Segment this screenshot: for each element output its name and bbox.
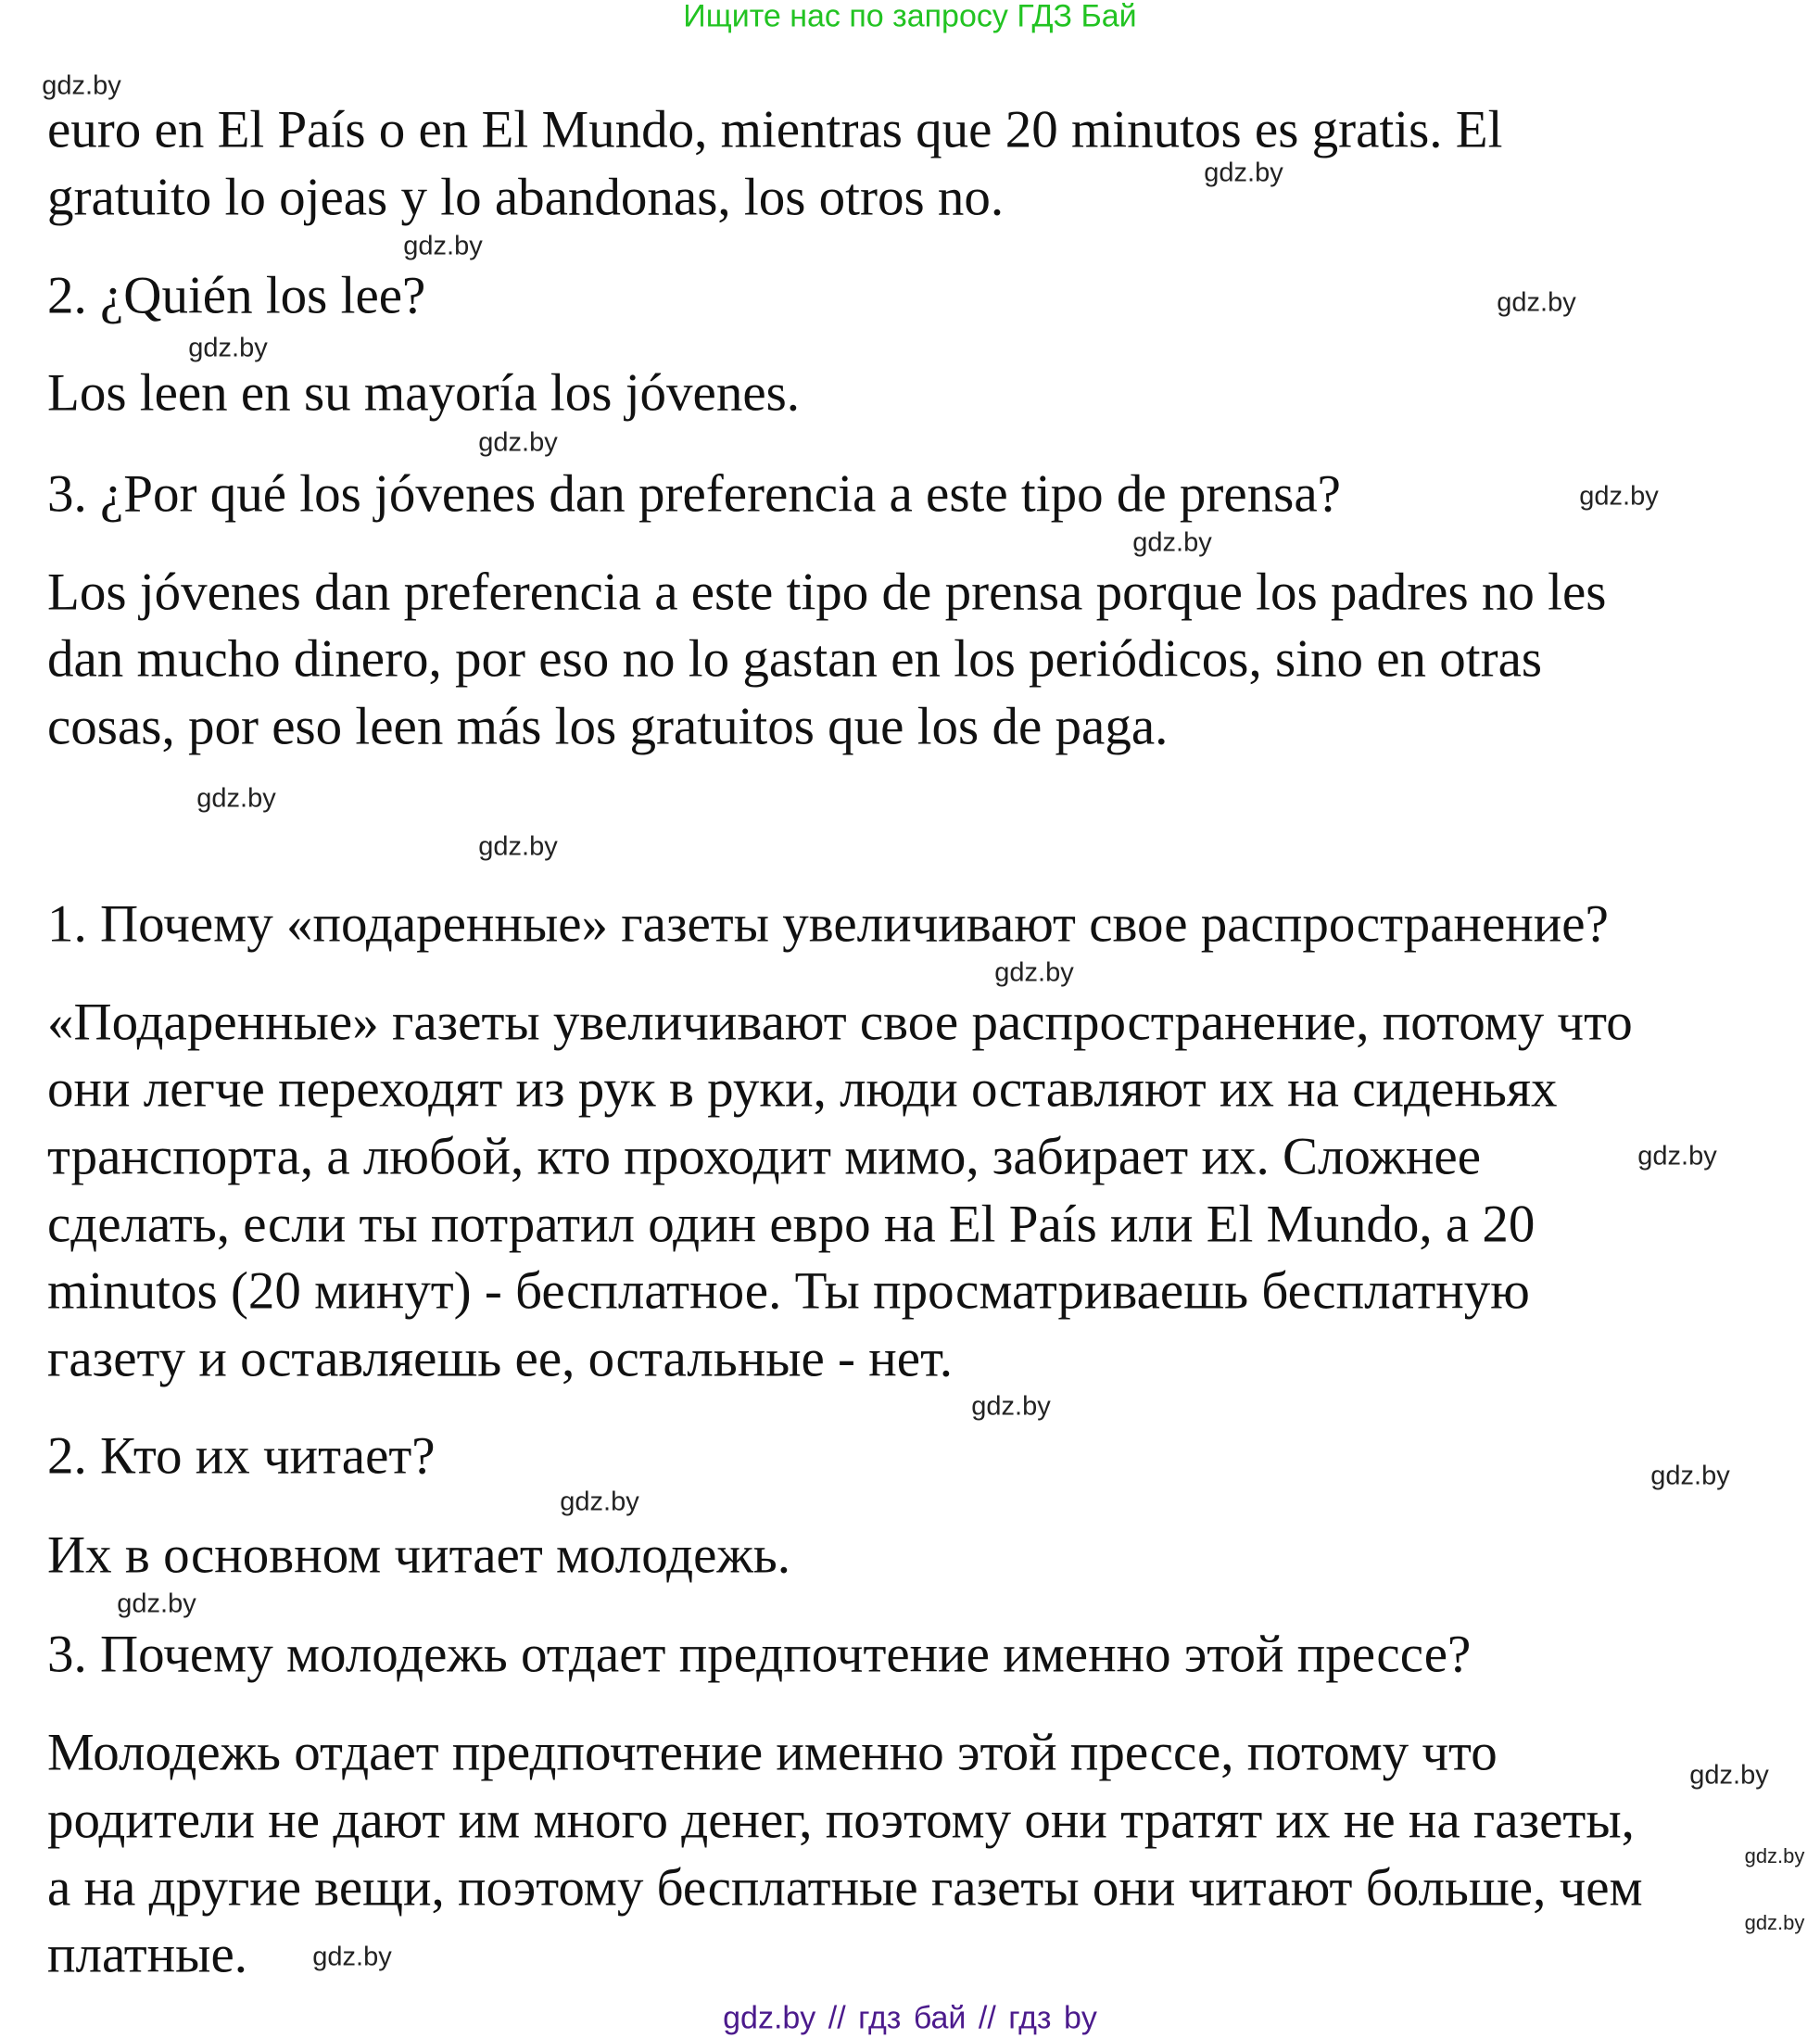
- question-line: 2. Кто их читает?: [47, 1426, 436, 1486]
- answer-line: Los jóvenes dan preferencia a este tipo de prensa porque los padres no les: [47, 563, 1607, 622]
- watermark: gdz.by: [1204, 158, 1283, 188]
- watermark: gdz.by: [1744, 1911, 1805, 1934]
- watermark: gdz.by: [188, 333, 268, 363]
- question-line: 1. Почему «подаренные» газеты увеличивают свое распространение?: [47, 894, 1609, 954]
- answer-line: газету и оставляешь ее, остальные - нет.: [47, 1329, 953, 1388]
- answer-line: они легче переходят из рук в руки, люди оставляют их на сиденьях: [47, 1059, 1558, 1119]
- footer-links: gdz.by // гдз бай // гдз by: [723, 2000, 1097, 2036]
- watermark: gdz.by: [117, 1589, 196, 1619]
- watermark: gdz.by: [478, 831, 558, 862]
- watermark: gdz.by: [1637, 1141, 1717, 1171]
- watermark: gdz.by: [1650, 1461, 1730, 1491]
- watermark: gdz.by: [560, 1487, 639, 1517]
- watermark: gdz.by: [403, 231, 483, 261]
- answer-line: Los leen en su mayoría los jóvenes.: [47, 363, 801, 423]
- answer-line: dan mucho dinero, por eso no lo gastan en los periódicos, sino en otras: [47, 629, 1543, 689]
- watermark: gdz.by: [994, 957, 1074, 988]
- watermark: gdz.by: [312, 1942, 392, 1972]
- text-line: gratuito lo ojeas y lo abandonas, los otros no.: [47, 168, 1005, 227]
- answer-line: платные.: [47, 1925, 248, 1984]
- watermark: gdz.by: [1744, 1844, 1805, 1867]
- answer-line: «Подаренные» газеты увеличивают свое распространение, потому что: [47, 993, 1633, 1052]
- watermark: gdz.by: [971, 1391, 1051, 1422]
- answer-line: cosas, por eso leen más los gratuitos que los de paga.: [47, 697, 1169, 756]
- watermark: gdz.by: [1132, 527, 1212, 558]
- answer-line: Молодежь отдает предпочтение именно этой прессе, потому что: [47, 1723, 1498, 1782]
- search-hint-banner: Ищите нас по запросу ГДЗ Бай: [683, 0, 1137, 34]
- watermark: gdz.by: [478, 427, 558, 458]
- answer-line: родители не дают им много денег, поэтому они тратят их не на газеты,: [47, 1791, 1635, 1850]
- watermark: gdz.by: [1579, 481, 1659, 512]
- answer-line: сделать, если ты потратил один евро на El País или El Mundo, а 20: [47, 1195, 1536, 1254]
- answer-line: транспорта, а любой, кто проходит мимо, забирает их. Сложнее: [47, 1127, 1481, 1186]
- watermark: gdz.by: [1497, 287, 1576, 318]
- text-line: euro en El País o en El Mundo, mientras que 20 minutos es gratis. El: [47, 100, 1503, 159]
- watermark: gdz.by: [42, 70, 121, 101]
- question-line: 3. ¿Por qué los jóvenes dan preferencia a este tipo de prensa?: [47, 464, 1341, 524]
- watermark: gdz.by: [196, 783, 276, 814]
- answer-line: а на другие вещи, поэтому бесплатные газеты они читают больше, чем: [47, 1858, 1643, 1918]
- question-line: 3. Почему молодежь отдает предпочтение именно этой прессе?: [47, 1625, 1472, 1684]
- answer-line: minutos (20 минут) - бесплатное. Ты просматриваешь бесплатную: [47, 1261, 1530, 1321]
- answer-line: Их в основном читает молодежь.: [47, 1525, 791, 1585]
- question-line: 2. ¿Quién los lee?: [47, 266, 426, 325]
- watermark: gdz.by: [1689, 1760, 1769, 1791]
